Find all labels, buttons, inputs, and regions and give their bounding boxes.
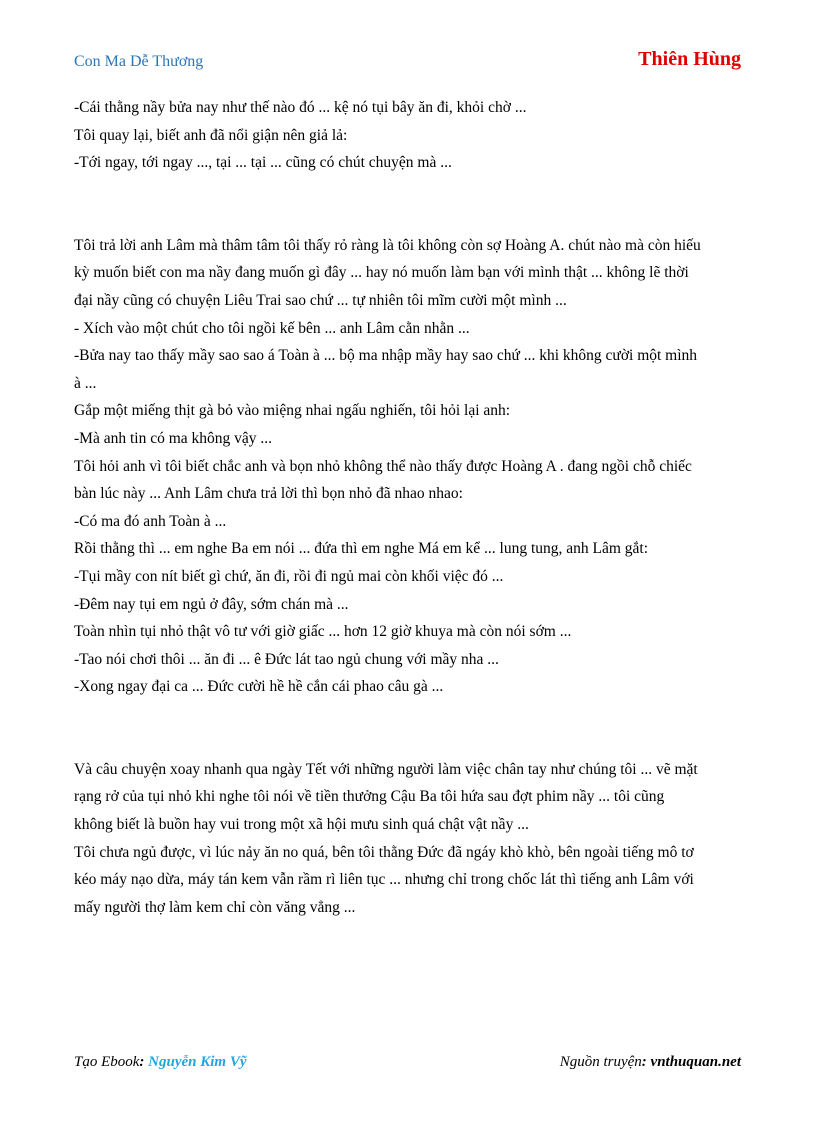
separator: : <box>139 1054 145 1070</box>
source-credit <box>560 1054 741 1071</box>
text-line: Toàn nhìn tụi nhỏ thật vô tư với giờ giấc ... hơn 12 giờ khuya mà còn nói sớm ... <box>74 623 572 641</box>
text-line: bàn lúc này ... Anh Lâm chưa trả lời thì bọn nhỏ đã nhao nhao: <box>74 485 463 503</box>
page-header <box>74 48 741 76</box>
block-spacer <box>74 701 746 756</box>
text-line: kỳ muốn biết con ma nầy đang muốn gì đây ... hay nó muốn làm bạn với mình thật ... không lẽ thời <box>74 264 689 282</box>
text-line: Rồi thằng thì ... em nghe Ba em nói ... đứa thì em nghe Má em kể ... lung tung, anh Lâm gắt: <box>74 540 649 558</box>
text-line: Tôi chưa ngủ được, vì lúc nảy ăn no quá, bên tôi thằng Đức đã ngáy khò khò, bên ngoài tiếng mô tơ <box>74 843 694 861</box>
ebook-creator-name: Nguyễn Kim Vỹ <box>148 1054 247 1070</box>
source-site: vnthuquan.net <box>650 1054 741 1070</box>
paragraph-block <box>74 232 746 701</box>
text-line: -Tụi mầy con nít biết gì chứ, ăn đi, rồi đi ngủ mai còn khối việc đó ... <box>74 567 504 585</box>
text-line: Tôi hỏi anh vì tôi biết chắc anh và bọn nhỏ không thể nào thấy được Hoàng A . đang ngồi chỗ chiếc <box>74 457 692 475</box>
text-line: -Có ma đó anh Toàn à ... <box>74 512 227 530</box>
text-line: Và câu chuyện xoay nhanh qua ngày Tết với những người làm việc chân tay như chúng tôi ... vẽ mặt <box>74 760 698 778</box>
text-line: à ... <box>74 374 97 392</box>
source-label: Nguồn truyện <box>559 1054 642 1070</box>
text-line: -Đêm nay tụi em ngủ ở đây, sớm chán mà ... <box>74 595 349 613</box>
block-spacer <box>74 177 746 232</box>
text-line: -Tao nói chơi thôi ... ăn đi ... ê Đức lát tao ngủ chung với mầy nha ... <box>74 650 499 668</box>
text-line: đại nầy cũng có chuyện Liêu Trai sao chứ ... tự nhiên tôi mĩm cười một mình ... <box>74 291 567 309</box>
text-line: kéo máy nạo dừa, máy tán kem vẫn rầm rì liên tục ... nhưng chỉ trong chốc lát thì tiếng anh Lâm với <box>74 871 694 889</box>
text-line: -Cái thằng nầy bửa nay như thế nào đó ... kệ nó tụi bây ăn đi, khỏi chờ ... <box>74 99 527 116</box>
text-line: không biết là buồn hay vui trong một xã hội mưu sinh quá chật vật nầy ... <box>74 816 529 834</box>
separator: : <box>641 1054 647 1070</box>
text-line: Tôi trả lời anh Lâm mà thâm tâm tôi thấy rỏ ràng là tôi không còn sợ Hoàng A. chút nào mà còn hiếu <box>74 236 701 254</box>
ebook-credit-label: Tạo Ebook <box>74 1054 140 1070</box>
text-line: -Bửa nay tao thấy mầy sao sao á Toàn à ... bộ ma nhập mầy hay sao chứ ... khi không cười một mình <box>74 347 698 365</box>
text-line: -Mà anh tin có ma không vậy ... <box>74 429 273 447</box>
page-footer <box>74 1054 741 1076</box>
text-line: - Xích vào một chút cho tôi ngồi kế bên ... anh Lâm cằn nhằn ... <box>74 319 470 337</box>
text-line: mấy người thợ làm kem chỉ còn văng vẳng ... <box>74 898 356 916</box>
story-body <box>74 94 746 921</box>
author-name: Thiên Hùng <box>638 48 741 70</box>
text-line: rạng rở của tụi nhỏ khi nghe tôi nói về tiền thưởng Cậu Ba tôi hứa sau đợt phim nầy ... tôi cũng <box>74 788 665 806</box>
paragraph-block <box>74 756 746 922</box>
book-title: Con Ma Dễ Thương <box>74 53 204 70</box>
paragraph-block <box>74 94 746 177</box>
text-line: Gắp một miếng thịt gà bỏ vào miệng nhai ngấu nghiến, tôi hỏi lại anh: <box>74 402 511 420</box>
text-line: -Xong ngay đại ca ... Đức cười hề hề cắn cái phao câu gà ... <box>74 678 444 696</box>
ebook-credit <box>74 1054 247 1071</box>
text-line: -Tới ngay, tới ngay ..., tại ... tại ... cũng có chút chuyện mà ... <box>74 154 452 172</box>
text-line: Tôi quay lại, biết anh đã nổi giận nên giả lả: <box>74 126 348 144</box>
